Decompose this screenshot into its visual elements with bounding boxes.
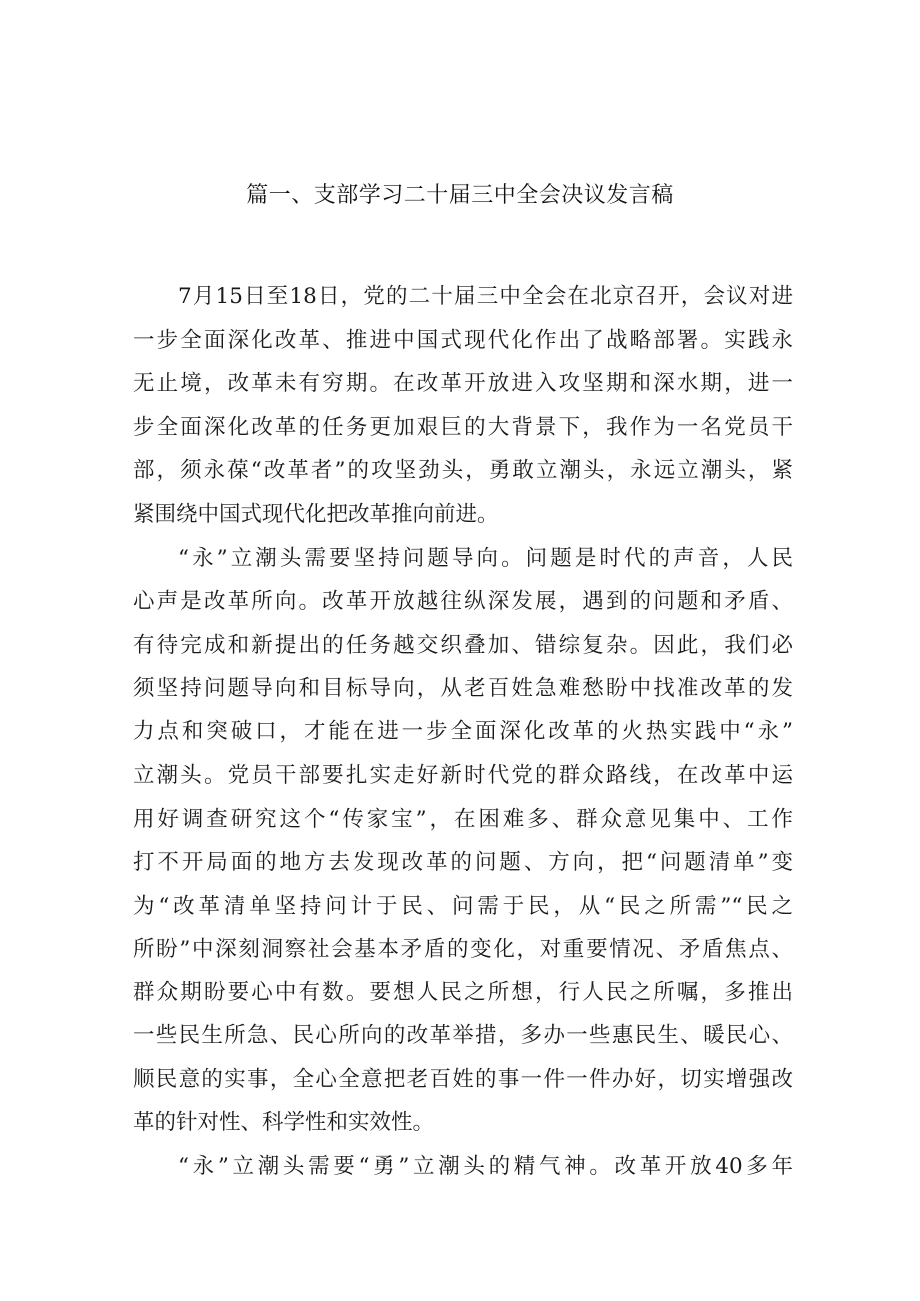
body-text-line: 顺民意的实事，全心全意把老百姓的事一件一件办好，切实增强改 [133, 1067, 793, 1092]
body-text-line: 7月15日至18日，党的二十届三中全会在北京召开，会议对进 [178, 284, 793, 309]
body-text-line: 紧围绕中国式现代化把改革推向前进。 [133, 502, 499, 527]
body-text-line: 立潮头。党员干部要扎实走好新时代党的群众路线，在改革中运 [133, 763, 793, 788]
body-text-line: 有待完成和新提出的任务越交织叠加、错综复杂。因此，我们必 [133, 633, 793, 658]
body-text-line: 步全面深化改革的任务更加艰巨的大背景下，我作为一名党员干 [133, 415, 793, 440]
body-text-line: 所盼”中深刻洞察社会基本矛盾的变化，对重要情况、矛盾焦点、 [133, 937, 793, 962]
body-text-line: 用好调查研究这个“传家宝”，在困难多、群众意见集中、工作 [133, 807, 793, 832]
body-text-line: 须坚持问题导向和目标导向，从老百姓急难愁盼中找准改革的发 [133, 676, 793, 701]
body-text-line: 一步全面深化改革、推进中国式现代化作出了战略部署。实践永 [133, 328, 793, 353]
body-text-line: 无止境，改革未有穷期。在改革开放进入攻坚期和深水期，进一 [133, 371, 793, 396]
body-text-line: 打不开局面的地方去发现改革的问题、方向，把“问题清单”变 [133, 850, 793, 875]
body-text-line: 部，须永葆“改革者”的攻坚劲头，勇敢立潮头，永远立潮头，紧 [133, 458, 793, 483]
document-title: 篇一、支部学习二十届三中全会决议发言稿 [246, 183, 674, 208]
body-text-line: 为“改革清单坚持问计于民、问需于民，从“民之所需”“民之 [133, 894, 793, 919]
body-text-line: “永”立潮头需要坚持问题导向。问题是时代的声音，人民 [178, 546, 793, 571]
body-text-line: 力点和突破口，才能在进一步全面深化改革的火热实践中“永” [133, 719, 793, 744]
body-text-line: “永”立潮头需要“勇”立潮头的精气神。改革开放40多年 [178, 1154, 793, 1179]
body-text-line: 心声是改革所向。改革开放越往纵深发展，遇到的问题和矛盾、 [133, 589, 793, 614]
body-text-line: 群众期盼要心中有数。要想人民之所想，行人民之所嘱，多推出 [133, 980, 793, 1005]
body-text-line: 一些民生所急、民心所向的改革举措，多办一些惠民生、暖民心、 [133, 1023, 793, 1048]
body-text-line: 革的针对性、科学性和实效性。 [133, 1110, 435, 1135]
